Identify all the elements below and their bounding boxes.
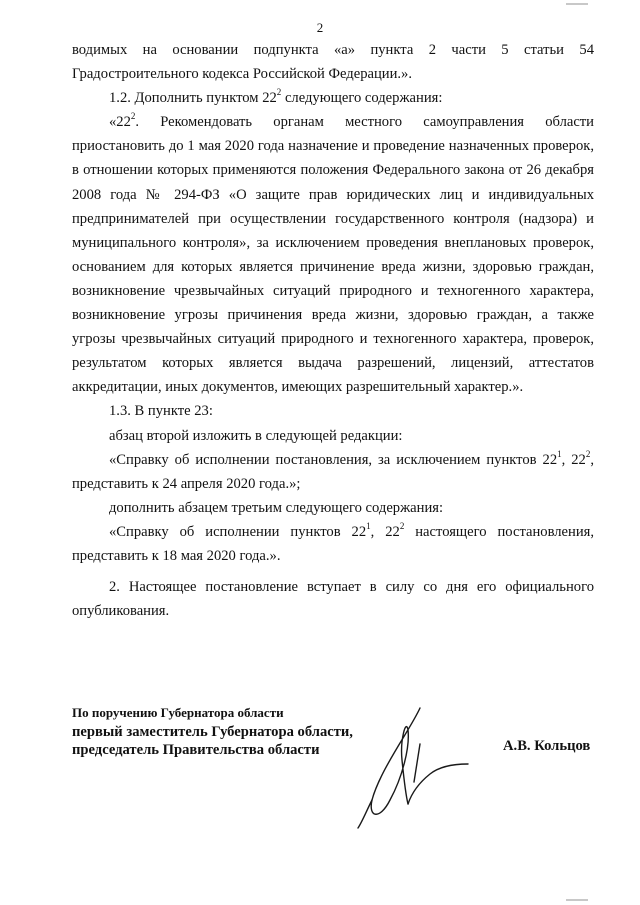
page-number: 2: [316, 20, 324, 35]
signature-authority-line: По поручению Губернатора области: [72, 705, 284, 720]
paragraph-abzac-vtoroy: абзац второй изложить в следующей редакции:: [109, 427, 403, 444]
scan-artifact: [566, 3, 588, 5]
paragraph-spravka-1: «Справку об исполнении постановления, за исключением пунктов $22^1$, $22^2$, представить к 24 апреля 2020 года.»;: [72, 448, 594, 492]
signature-position-line: первый заместитель Губернатора области,: [72, 724, 353, 740]
paragraph-1-2: 1.2. Дополнить пунктом $22^2$ следующего содержания:: [109, 87, 443, 107]
paragraph-spravka-2: «Справку об исполнении пунктов $22^1$, $22^2$ настоящего постановления, представить к 18 мая 2020 года.».: [72, 521, 595, 564]
paragraph-continuation: водимых на основании подпункта «а» пункта 2 части 5 статьи 54 Градостроительного кодекса Российской Федерации.».: [72, 42, 594, 83]
paragraph-22-2: «$22^2$. Рекомендовать органам местного самоуправления области приостановить до 1 мая 2020 года назначение и проведение назначенных проверок, в отношении которых применяются положения Федерального закона от 26 декабря 2008 года № 294-ФЗ «О защите прав юридических лиц и индивидуальных предпринимателей при осуществлении государственного контроля (надзора) и муниципального контроля», за исключением проведения внеплановых проверок, основанием для которых является причинение вреда жизни, здоровью граждан, возникновение чрезвычайных ситуаций природного и техногенного характера, возникновение угрозы причинения вреда жизни, здоровью граждан, а также угрозы чрезвычайных ситуаций природного и техногенного характера, проверок, результатом которых является выдача разрешений, лицензий, аттестатов аккредитации, иных документов, имеющих разрешительный характер.».: [72, 111, 594, 396]
document-body: [72, 38, 594, 623]
paragraph-1-3: 1.3. В пункте 23:: [109, 403, 213, 420]
signer-name: А.В. Кольцов: [503, 738, 591, 754]
signature-block: [72, 705, 353, 759]
handwritten-signature-icon: [350, 700, 480, 830]
paragraph-2-entry-into-force: 2. Настоящее постановление вступает в силу со дня его официального опубликования.: [72, 579, 594, 620]
paragraph-abzac-tretiy: дополнить абзацем третьим следующего содержания:: [109, 499, 444, 516]
signature-position-line: председатель Правительства области: [72, 742, 320, 758]
scan-artifact: [566, 899, 588, 901]
